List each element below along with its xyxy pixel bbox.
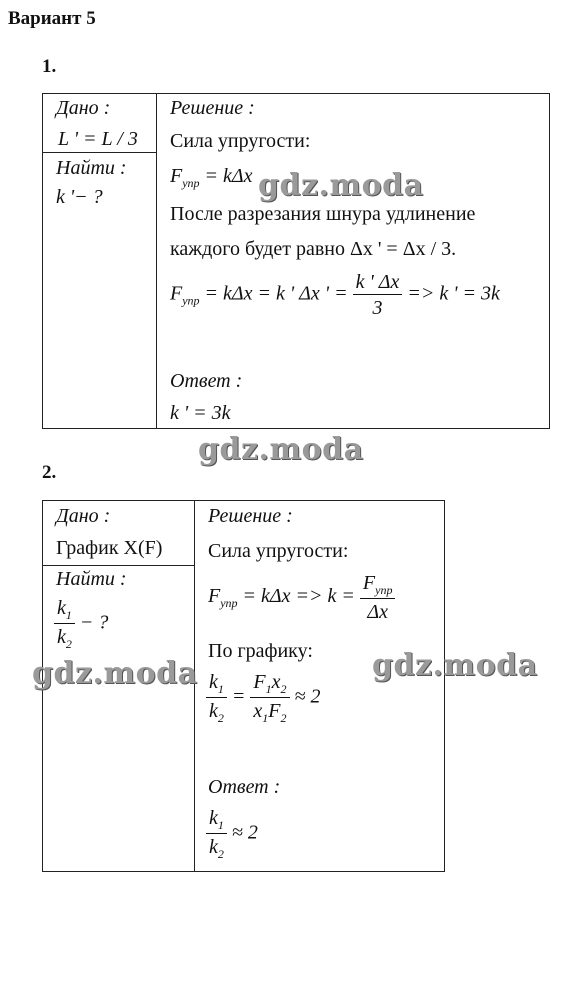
problem-2-given-label: Дано : [56, 505, 111, 527]
problem-1-equation-2: $F_{упр} = k\Delta x = k$ ' Δx ' = $\frac{k ' \Delta x}{3}$ => k ' = 3k [170, 271, 500, 319]
problem-1-number: 1. [42, 56, 57, 77]
problem-1-line-2: После разрезания шнура удлинение [170, 203, 476, 225]
watermark: gdz.moda [32, 656, 198, 691]
problem-2-find-label: Найти : [56, 568, 127, 590]
problem-2-answer-value: $\frac{k_1}{k_2}$ ≈ 2 [206, 808, 258, 860]
problem-1-find-value: k '− ? [56, 186, 103, 208]
problem-1-line-1: Сила упругости: [170, 130, 311, 152]
problem-1-solution-label: Решение : [170, 97, 255, 119]
problem-1-given-label: Дано : [56, 97, 111, 119]
problem-2-number: 2. [42, 462, 57, 483]
problem-1-line-3: каждого будет равно Δx ' = Δx / 3. [170, 238, 457, 260]
problem-2-line-1: Сила упругости: [208, 540, 349, 562]
problem-1-divider-vertical [156, 93, 157, 428]
problem-1-fraction: $\frac{k ' \Delta x}{3}$ [353, 272, 403, 318]
problem-2-find-value: $\frac{k_1}{k_2}$ − ? [54, 598, 108, 650]
problem-2-fraction-1: $\frac{F_{упр}}{\Delta x}$ [360, 573, 396, 622]
problem-1-find-label: Найти : [56, 157, 127, 179]
problem-2-divider-horizontal [42, 565, 195, 566]
watermark: gdz.moda [198, 432, 364, 467]
problem-1-answer-label: Ответ : [170, 370, 243, 392]
page-title: Вариант 5 [8, 8, 96, 29]
problem-2-line-2: По графику: [208, 640, 313, 662]
problem-2-solution-label: Решение : [208, 505, 293, 527]
problem-1-equation-1: $F_{упр} = k\Delta x$ [170, 165, 253, 190]
problem-1-divider-horizontal [42, 152, 157, 153]
watermark: gdz.moda [258, 168, 424, 203]
watermark: gdz.moda [372, 648, 538, 683]
problem-2-answer-label: Ответ : [208, 776, 281, 798]
problem-1-answer-value: k ' = 3k [170, 402, 231, 424]
problem-2-fraction-2: $\frac{F_1x_2}{x_1F_2}$ [250, 672, 289, 724]
problem-2-equation-2: $\frac{k_1}{k_2}$ = $\frac{F_1x_2}{x_1F_2}$ ≈ 2 [206, 672, 320, 724]
problem-1-given-value: L ' = L / 3 [58, 128, 138, 150]
problem-2-equation-1: $F_{упр} = k\Delta x => k$ = $\frac{F_{упр}}{\Delta x}$ [208, 573, 395, 622]
problem-2-given-value: График X(F) [56, 537, 163, 559]
